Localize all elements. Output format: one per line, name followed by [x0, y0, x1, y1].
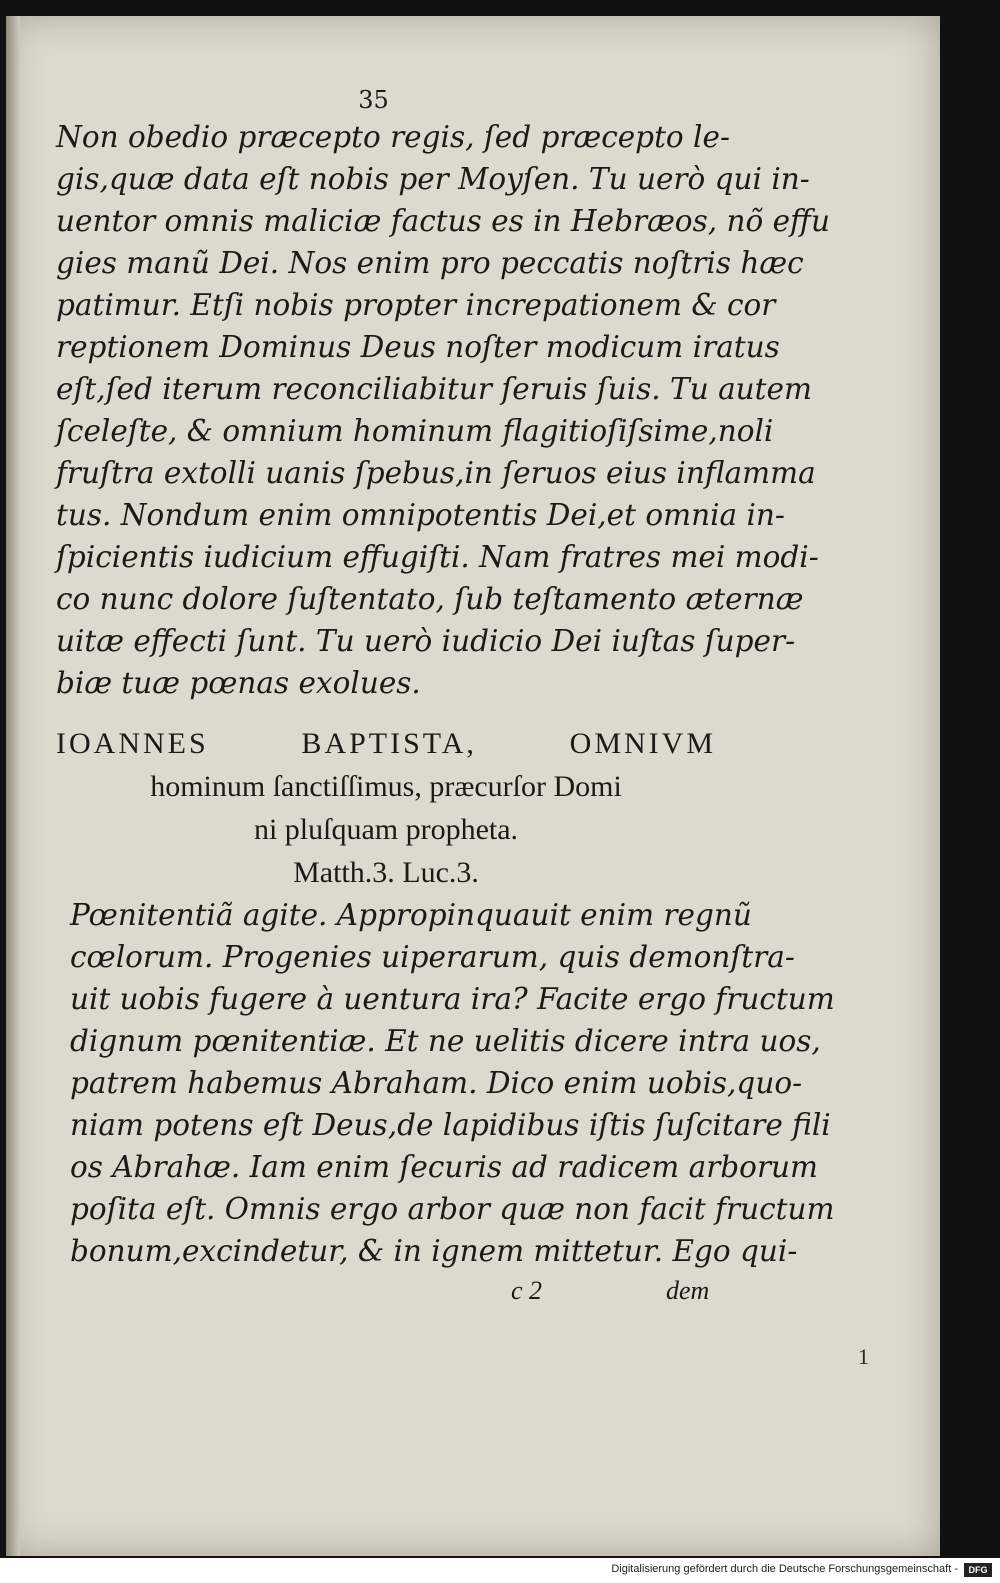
page-text [56, 86, 835, 1316]
signature-mark: c 2 [511, 1276, 543, 1305]
text-line: cœlorum. Progenies uiperarum, quis demonſtra- [70, 940, 795, 974]
catchword: dem [666, 1276, 710, 1305]
text-line: patrem habemus Abraham. Dico enim uobis,quo- [70, 1066, 803, 1100]
heading-reference: Matth.3. Luc.3. [293, 856, 479, 889]
text-line: Non obedio præcepto regis, ſed præcepto le- [56, 120, 730, 154]
text-line: uitæ effecti ſunt. Tu uerò iudicio Dei iuſtas ſuper- [56, 624, 796, 658]
text-line: tus. Nondum enim omnipotentis Dei,et omnia in- [56, 498, 785, 532]
book-page [6, 16, 940, 1556]
text-line: fruſtra extolli uanis ſpebus,in ſeruos eius inflamma [56, 456, 816, 490]
text-block-2 [56, 894, 835, 1272]
heading-line: IOANNES BAPTISTA, OMNIVM [56, 727, 716, 760]
text-line: co nunc dolore ſuſtentato, ſub teſtamento æternæ [56, 582, 804, 616]
text-line: niam potens eſt Deus,de lapidibus iſtis ſuſcitare fili [70, 1108, 831, 1142]
text-line: bonum,excindetur, & in ignem mittetur. Ego qui- [70, 1234, 798, 1268]
text-line: patimur. Etſi nobis propter increpationem & cor [56, 288, 776, 322]
footer-credit: Digitalisierung gefördert durch die Deutsche Forschungsgemeinschaft - [611, 1563, 958, 1575]
text-line: gies manũ Dei. Nos enim pro peccatis noſtris hæc [56, 246, 804, 280]
text-line: uit uobis fugere à uentura ira? Facite ergo fructum [70, 982, 835, 1016]
stray-mark: 1 [858, 1344, 869, 1369]
heading-line: ni pluſquam propheta. [253, 813, 519, 846]
text-line: os Abrahæ. Iam enim ſecuris ad radicem arborum [70, 1150, 819, 1184]
text-line: dignum pœnitentiæ. Et ne uelitis dicere intra uos, [70, 1024, 821, 1058]
text-line: reptionem Dominus Deus noſter modicum iratus [56, 330, 780, 364]
text-line: gis,quæ data eſt nobis per Moyſen. Tu uerò qui in- [56, 162, 810, 196]
text-line: ſpicientis iudicium effugiſti. Nam fratres mei modi- [56, 540, 819, 574]
text-line: biæ tuæ pœnas exolues. [56, 666, 421, 700]
page-gutter [6, 16, 20, 1556]
text-line: eſt,ſed iterum reconciliabitur ſeruis ſuis. Tu autem [56, 372, 812, 406]
page-number: 35 [358, 86, 389, 114]
text-line: uentor omnis maliciæ factus es in Hebræos, nõ effu [56, 204, 830, 238]
section-heading [56, 722, 716, 894]
signature-line [56, 1276, 716, 1316]
text-line: Pœnitentiã agite. Appropinquauit enim regnũ [70, 898, 752, 932]
heading-line: hominum ſanctiſſimus, præcurſor Domi [150, 770, 622, 803]
dfg-logo-icon: DFG [964, 1563, 992, 1577]
text-line: poſita eſt. Omnis ergo arbor quæ non facit fructum [70, 1192, 835, 1226]
digitization-footer [0, 1558, 1000, 1583]
text-line: ſceleſte, & omnium hominum flagitioſiſsime,noli [56, 414, 774, 448]
text-block-1 [56, 116, 830, 704]
